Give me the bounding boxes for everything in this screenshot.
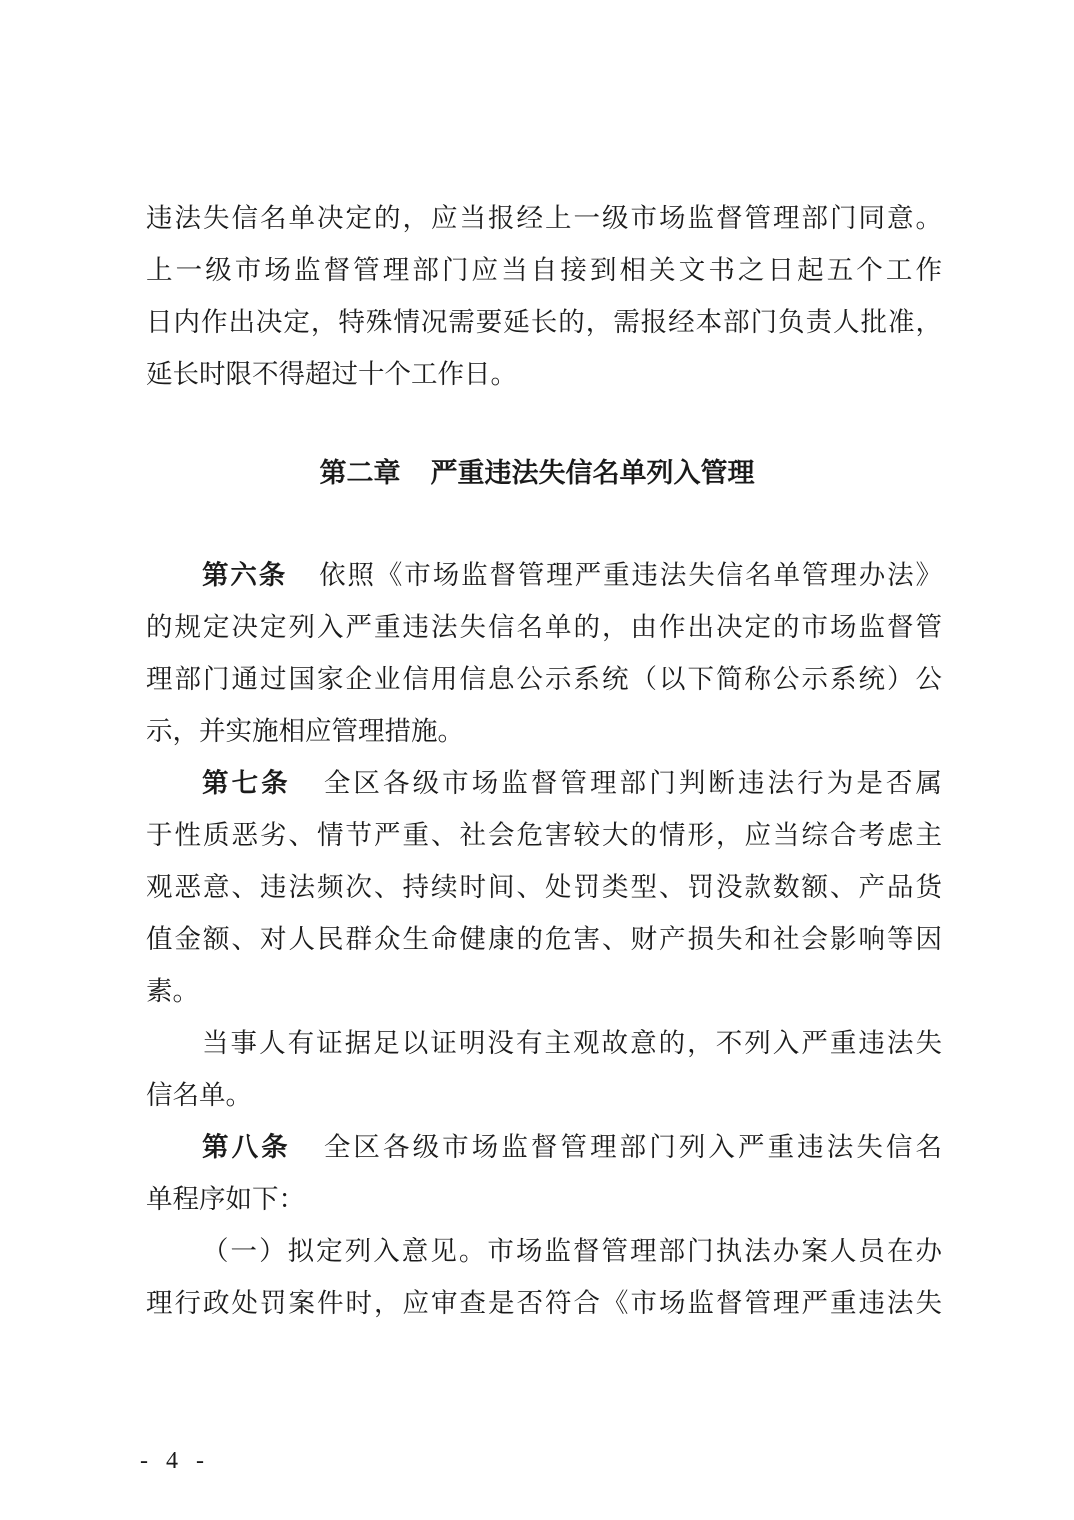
article-text: 全区各级市场监督管理部门列入严重违法失信名 xyxy=(320,1132,942,1163)
text-line: 值金额、对人民群众生命健康的危害、财产损失和社会影响等因 xyxy=(146,924,942,955)
text-line: （一）拟定列入意见。市场监督管理部门执法办案人员在办 xyxy=(202,1236,942,1267)
chapter-heading xyxy=(0,448,1074,500)
text-line: 素。 xyxy=(146,976,199,1007)
text-line: 延长时限不得超过十个工作日。 xyxy=(146,359,517,390)
text-line: 违法失信名单决定的，应当报经上一级市场监督管理部门同意。 xyxy=(146,203,942,234)
text-line: 当事人有证据足以证明没有主观故意的，不列入严重违法失 xyxy=(202,1028,942,1059)
text-line: 信名单。 xyxy=(146,1080,252,1111)
article-heading: 第六条 xyxy=(202,560,288,591)
chapter-title: 严重违法失信名单列入管理 xyxy=(430,458,755,489)
text-line: 理部门通过国家企业信用信息公示系统（以下简称公示系统）公 xyxy=(146,664,942,695)
article-8 xyxy=(146,1122,942,1330)
continued-paragraph xyxy=(146,193,942,401)
article-heading: 第八条 xyxy=(202,1132,291,1163)
article-text: 依照《市场监督管理严重违法失信名单管理办法》 xyxy=(317,560,943,591)
text-line xyxy=(146,1122,942,1174)
text-line: 上一级市场监督管理部门应当自接到相关文书之日起五个工作 xyxy=(146,255,942,286)
article-7 xyxy=(146,758,942,1122)
text-line: 单程序如下： xyxy=(146,1184,305,1215)
page-number: - 4 - xyxy=(140,1448,210,1474)
chapter-number: 第二章 xyxy=(319,458,401,489)
article-heading: 第七条 xyxy=(202,768,291,799)
text-line xyxy=(146,550,942,602)
text-line: 理行政处罚案件时，应审查是否符合《市场监督管理严重违法失 xyxy=(146,1288,942,1319)
text-line: 的规定决定列入严重违法失信名单的，由作出决定的市场监督管 xyxy=(146,612,942,643)
text-line xyxy=(146,758,942,810)
text-line: 于性质恶劣、情节严重、社会危害较大的情形，应当综合考虑主 xyxy=(146,820,942,851)
article-text: 全区各级市场监督管理部门判断违法行为是否属 xyxy=(320,768,942,799)
text-line: 观恶意、违法频次、持续时间、处罚类型、罚没款数额、产品货 xyxy=(146,872,942,903)
text-line: 日内作出决定，特殊情况需要延长的，需报经本部门负责人批准， xyxy=(146,307,942,338)
text-line: 示，并实施相应管理措施。 xyxy=(146,716,464,747)
article-6 xyxy=(146,550,942,758)
